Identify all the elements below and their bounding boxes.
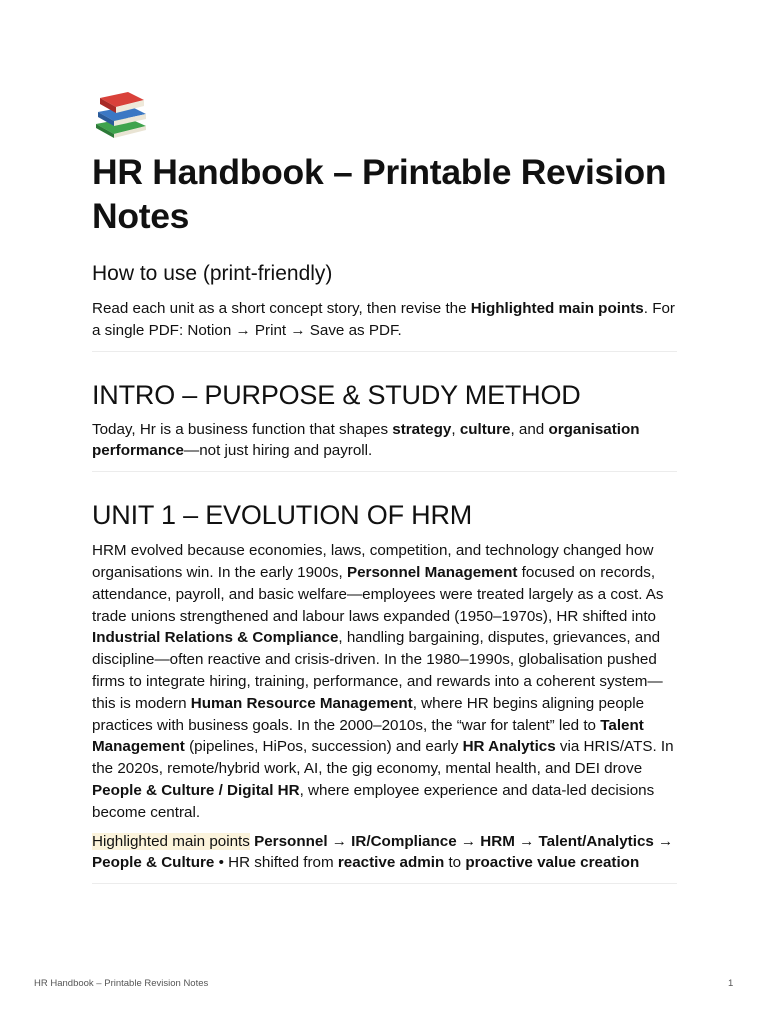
unit1-paragraph: HRM evolved because economies, laws, competition, and technology changed how organisations win. In the early 1900s, Personnel Management focused on records, attendance, payroll, and basic welfare—employees were treated largely as a cost. As trade unions strengthened and labour laws expanded (1950–1970s), HR shifted into Industrial Relations & Compliance, handling bargaining, disputes, grievances, and discipline—often reactive and crisis-driven. In the 1980–1990s, globalisation pushed firms to integrate hiring, training, performance, and rewards into a coherent system—this is modern Human Resource Management, where HR begins aligning people practices with business goals. In the 2000–2010s, the “war for talent” led to Talent Management (pipelines, HiPos, succession) and early HR Analytics via HRIS/ATS. In the 2020s, remote/hybrid work, AI, the gig economy, mental health, and DEI drove People & Culture / Digital HR, where employee experience and data-led decisions become central.: [92, 542, 674, 821]
divider: [92, 351, 677, 352]
intro-paragraph: Today, Hr is a business function that shapes strategy, culture, and organisation performance—not just hiring and payroll.: [92, 420, 640, 460]
how-to-use-paragraph: Read each unit as a short concept story, then revise the Highlighted main points. For a single PDF: Notion → Print → Save as PDF.: [92, 300, 675, 339]
books-stack-icon: [92, 88, 150, 138]
intro-heading: INTRO – PURPOSE & STUDY METHOD: [92, 379, 581, 410]
divider: [92, 883, 677, 884]
how-to-use-heading: How to use (print-friendly): [92, 262, 333, 285]
footer-page-number: 1: [728, 978, 734, 989]
unit1-highlights: Highlighted main points Personnel → IR/Compliance → HRM → Talent/Analytics → People & Culture • HR shifted from reactive admin to proactive value creation: [92, 832, 674, 872]
page-content: [92, 88, 677, 884]
footer-title: HR Handbook – Printable Revision Notes: [34, 978, 209, 989]
highlight-label: Highlighted main points: [92, 832, 250, 850]
divider: [92, 471, 677, 472]
unit1-heading: UNIT 1 – EVOLUTION OF HRM: [92, 500, 473, 531]
page-title: HR Handbook – Printable Revision Notes: [92, 152, 667, 236]
